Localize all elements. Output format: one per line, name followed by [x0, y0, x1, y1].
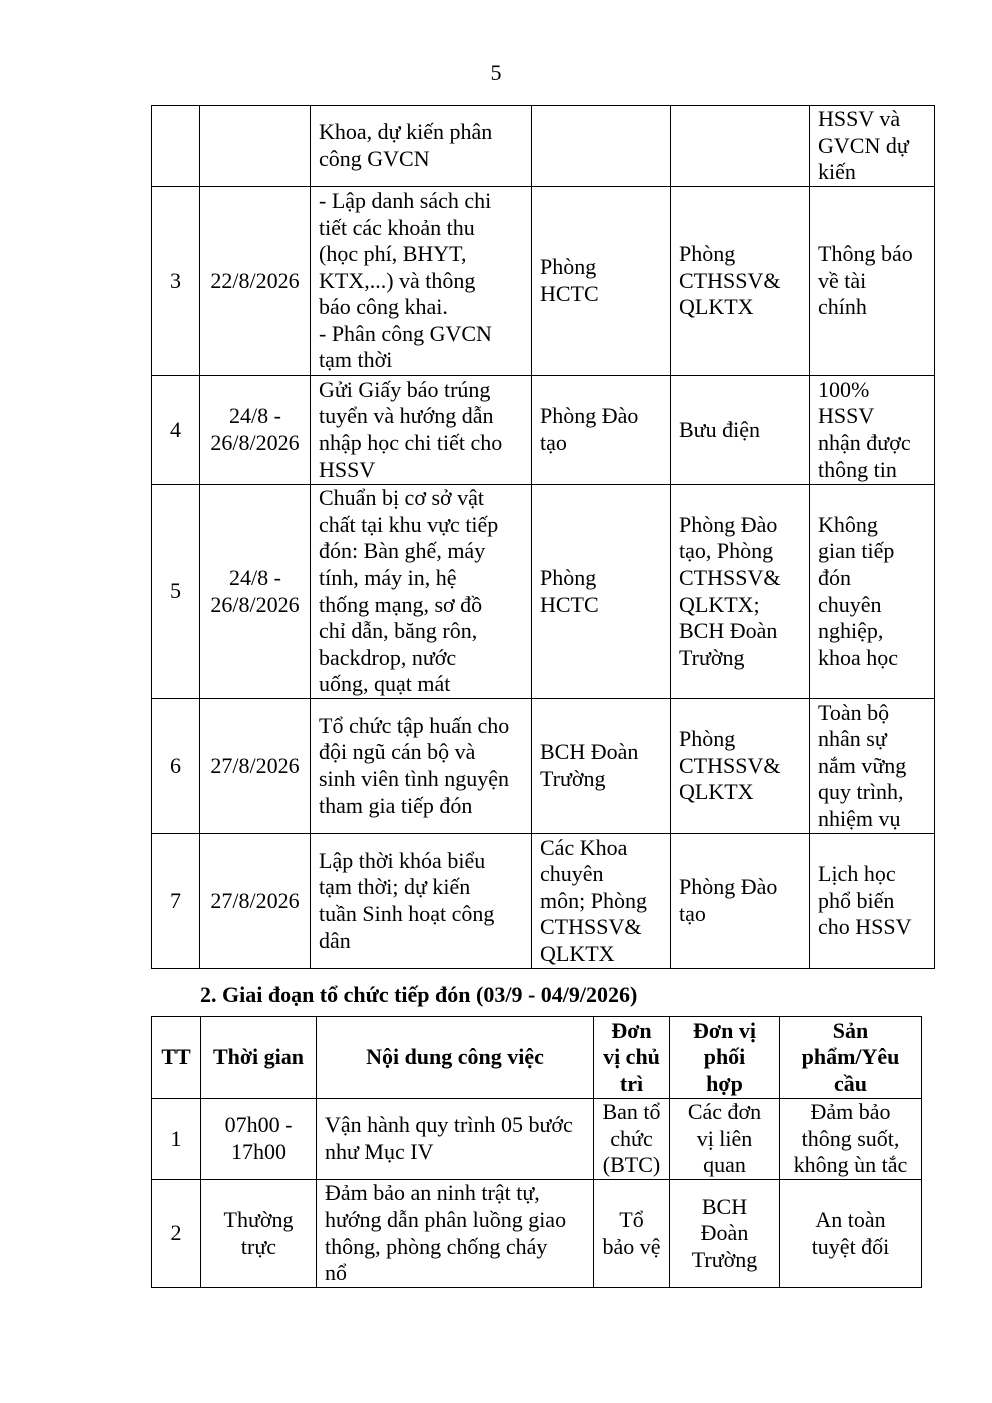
text-line: KTX,...) và thông — [319, 267, 476, 293]
text-line: CTHSSV& — [679, 752, 781, 778]
text-line: HCTC — [540, 281, 599, 306]
task-content-cell — [311, 485, 532, 699]
row-number-cell — [152, 834, 200, 969]
text-line: kiến — [818, 159, 856, 185]
text-line: Phòng — [540, 254, 597, 280]
text-line: Phòng — [540, 564, 597, 590]
text-line: QLKTX; — [679, 591, 760, 617]
text-line: 07h00 - — [224, 1112, 293, 1138]
text-line: CTHSSV& — [679, 564, 781, 590]
text-line: phổ biến — [818, 887, 895, 913]
text-line: nhân sự — [818, 726, 887, 752]
text-line: BCH Đoàn — [540, 739, 639, 765]
row-number: 5 — [170, 578, 181, 604]
header-time — [201, 1017, 317, 1099]
text-line: như Mục IV — [325, 1139, 434, 1164]
row-number-cell — [152, 187, 200, 376]
text-line: Chuẩn bị cơ sở vật — [319, 485, 485, 511]
text-line: tạo — [679, 901, 706, 926]
text-line: nhận được — [818, 430, 911, 455]
product-cell — [810, 106, 935, 187]
table-row — [152, 699, 935, 834]
text-line: sinh viên tình nguyện — [319, 766, 510, 791]
text-line: HSSV và — [818, 106, 901, 132]
table-row — [152, 485, 935, 699]
text-line: nhập học chi tiết cho — [319, 430, 503, 455]
text-line: Nội dung công việc — [366, 1044, 544, 1070]
table-row — [152, 106, 935, 187]
text-line: 26/8/2026 — [210, 430, 300, 455]
text-line: Phòng — [679, 726, 736, 752]
text-line: Toàn bộ — [818, 699, 890, 725]
plan-table-phase1-body — [152, 106, 935, 969]
text-line: tuyển và hướng dẫn — [319, 403, 494, 429]
text-line: về tài — [818, 267, 867, 293]
text-line: đội ngũ cán bộ và — [319, 739, 476, 765]
text-line: bảo vệ — [602, 1233, 661, 1259]
text-line: đón: Bàn ghế, máy — [319, 538, 486, 564]
text-line: Phòng Đào — [540, 403, 639, 429]
text-line: 17h00 — [231, 1139, 286, 1164]
row-number-cell — [152, 376, 200, 485]
row-number: 4 — [170, 416, 181, 442]
text-line: (học phí, BHYT, — [319, 241, 467, 267]
text-line: Đảm bảo an ninh trật tự, — [325, 1180, 540, 1206]
text-line: báo công khai. — [319, 294, 448, 320]
text-line: hợp — [706, 1070, 743, 1096]
time-cell — [200, 699, 311, 834]
text-line: Bưu điện — [679, 416, 760, 442]
text-line: thông, phòng chống cháy — [325, 1233, 548, 1259]
row-number-cell — [152, 699, 200, 834]
lead-unit-cell — [594, 1099, 670, 1180]
text-line: vị liên — [696, 1125, 753, 1151]
text-line: (BTC) — [602, 1152, 661, 1178]
text-line: Trường — [691, 1246, 758, 1272]
time-cell — [200, 376, 311, 485]
text-line: tạo — [540, 430, 567, 455]
text-line: dân — [319, 927, 351, 953]
text-line: HSSV — [818, 403, 875, 429]
row-number: 2 — [170, 1220, 182, 1246]
text-line: Vận hành quy trình 05 bước — [325, 1112, 573, 1138]
task-content-cell — [317, 1099, 594, 1180]
text-line: Tổ — [619, 1206, 644, 1232]
text-line: tuần Sinh hoạt công — [319, 901, 495, 926]
text-line: Các Khoa — [540, 834, 628, 860]
text-line: 27/8/2026 — [210, 887, 300, 913]
partner-unit-cell — [671, 376, 810, 485]
text-line: cầu — [834, 1070, 867, 1096]
text-line: nắm vững — [818, 752, 907, 778]
row-number-cell — [152, 1180, 201, 1288]
text-line: cho HSSV — [818, 914, 912, 940]
plan-table-phase2-body — [152, 1099, 922, 1288]
task-content-cell — [317, 1180, 594, 1288]
text-line: Lịch học — [818, 861, 896, 887]
text-line: nhiệm vụ — [818, 805, 901, 831]
text-line: QLKTX — [679, 294, 754, 320]
row-number-cell — [152, 485, 200, 699]
plan-table-phase1 — [151, 105, 935, 969]
partner-unit-cell — [671, 485, 810, 699]
text-line: Thời gian — [212, 1044, 305, 1070]
partner-unit-cell — [670, 1180, 780, 1288]
text-line: TT — [161, 1044, 191, 1070]
text-line: tạm thời — [319, 347, 393, 373]
text-line: công GVCN — [319, 146, 430, 171]
lead-unit-cell — [532, 485, 671, 699]
text-line: 24/8 - — [229, 403, 281, 429]
time-cell — [200, 485, 311, 699]
row-number-cell — [152, 1099, 201, 1180]
section-heading: 2. Giai đoạn tổ chức tiếp đón (03/9 - 04/9/2026) — [200, 982, 638, 1007]
text-line: CTHSSV& — [679, 267, 781, 293]
text-line: không ùn tắc — [793, 1152, 908, 1178]
text-line: chính — [818, 294, 867, 320]
text-line: đón — [818, 564, 851, 590]
task-content-cell — [311, 376, 532, 485]
lead-unit-cell — [532, 106, 671, 187]
row-number: 1 — [170, 1125, 182, 1151]
text-line: Phòng — [679, 241, 736, 267]
text-line: tạo, Phòng — [679, 538, 774, 564]
table-row — [152, 187, 935, 376]
text-line: Gửi Giấy báo trúng — [319, 376, 491, 402]
table-row — [152, 834, 935, 969]
text-line: - Lập danh sách chi — [319, 187, 492, 213]
header-product — [780, 1017, 922, 1099]
text-line: chất tại khu vực tiếp — [319, 511, 499, 537]
partner-unit-cell — [671, 699, 810, 834]
time-cell — [200, 106, 311, 187]
row-number: 7 — [170, 887, 181, 913]
text-line: Trường — [540, 766, 606, 791]
text-line: nghiệp, — [818, 618, 884, 644]
text-line: phối — [703, 1044, 746, 1070]
table-row — [152, 376, 935, 485]
text-line: tiết các khoản thu — [319, 214, 475, 240]
text-line: Đơn vị — [693, 1017, 756, 1043]
table-row — [152, 1180, 922, 1288]
text-line: Đoàn — [700, 1220, 749, 1246]
text-line: uống, quạt mát — [319, 671, 451, 697]
text-line: BCH — [701, 1193, 748, 1219]
task-content-cell — [311, 187, 532, 376]
product-cell — [810, 834, 935, 969]
text-line: trực — [240, 1233, 277, 1259]
text-line: nổ — [325, 1260, 347, 1286]
task-content-cell — [311, 699, 532, 834]
text-line: chức — [610, 1125, 653, 1151]
row-number: 3 — [170, 267, 181, 293]
text-line: 22/8/2026 — [210, 267, 300, 293]
text-line: backdrop, nước — [319, 644, 457, 670]
text-line: Phòng Đào — [679, 874, 778, 900]
time-cell — [201, 1099, 317, 1180]
text-line: khoa học — [818, 644, 899, 670]
time-cell — [201, 1180, 317, 1288]
header-partner — [670, 1017, 780, 1099]
partner-unit-cell — [671, 187, 810, 376]
text-line: tính, máy in, hệ — [319, 564, 457, 590]
text-line: vị chủ — [603, 1044, 660, 1070]
product-cell — [810, 485, 935, 699]
task-content-cell — [311, 834, 532, 969]
product-cell — [780, 1099, 922, 1180]
text-line: Đơn — [611, 1017, 652, 1043]
text-line: chỉ dẫn, băng rôn, — [319, 618, 478, 644]
header-tt — [152, 1017, 201, 1099]
lead-unit-cell — [594, 1180, 670, 1288]
time-cell — [200, 187, 311, 376]
text-line: Các đơn — [687, 1099, 762, 1125]
text-line: chuyên — [818, 591, 882, 617]
text-line: QLKTX — [540, 940, 615, 966]
text-line: CTHSSV& — [540, 914, 642, 940]
text-line: GVCN dự — [818, 132, 909, 158]
text-line: quan — [703, 1152, 746, 1178]
text-line: Ban tổ — [602, 1099, 661, 1125]
product-cell — [810, 187, 935, 376]
product-cell — [810, 699, 935, 834]
text-line: HSSV — [319, 456, 376, 482]
text-line: Lập thời khóa biểu — [319, 847, 486, 873]
text-line: 24/8 - — [229, 564, 281, 590]
page-number: 5 — [490, 60, 502, 85]
text-line: Thông báo — [818, 241, 913, 267]
text-line: An toàn — [815, 1206, 886, 1232]
row-number-cell — [152, 106, 200, 187]
header-lead — [594, 1017, 670, 1099]
product-cell — [810, 376, 935, 485]
text-line: HCTC — [540, 591, 599, 617]
partner-unit-cell — [670, 1099, 780, 1180]
text-line: hướng dẫn phân luồng giao — [325, 1206, 567, 1232]
task-content-cell — [311, 106, 532, 187]
partner-unit-cell — [671, 834, 810, 969]
text-line: Khoa, dự kiến phân — [319, 119, 493, 145]
text-line: thông tin — [818, 456, 897, 482]
partner-unit-cell — [671, 106, 810, 187]
text-line: Sản — [832, 1017, 869, 1043]
header-content — [317, 1017, 594, 1099]
text-line: quy trình, — [818, 779, 904, 805]
text-line: Tổ chức tập huấn cho — [319, 712, 510, 738]
text-line: Không — [818, 511, 878, 537]
text-line: tuyệt đối — [811, 1233, 890, 1259]
text-line: tạm thời; dự kiến — [319, 874, 471, 900]
text-line: thống mạng, sơ đồ — [319, 591, 483, 617]
text-line: - Phân công GVCN — [319, 320, 492, 346]
header-row — [152, 1017, 922, 1099]
plan-table-phase2-header — [152, 1017, 922, 1099]
text-line: chuyên — [540, 861, 604, 887]
lead-unit-cell — [532, 376, 671, 485]
text-line: BCH Đoàn — [679, 618, 778, 644]
table-row — [152, 1099, 922, 1180]
text-line: 27/8/2026 — [210, 752, 300, 778]
lead-unit-cell — [532, 187, 671, 376]
text-line: Thường — [223, 1206, 294, 1232]
text-line: 26/8/2026 — [210, 591, 300, 617]
text-line: gian tiếp — [818, 538, 895, 564]
plan-table-phase2 — [151, 1016, 922, 1288]
text-line: tham gia tiếp đón — [319, 792, 473, 818]
text-line: Trường — [679, 644, 745, 670]
lead-unit-cell — [532, 834, 671, 969]
text-line: trì — [619, 1070, 644, 1096]
text-line: thông suốt, — [801, 1125, 900, 1151]
text-line: phẩm/Yêu — [801, 1044, 900, 1070]
lead-unit-cell — [532, 699, 671, 834]
row-number: 6 — [170, 752, 181, 778]
text-line: Đảm bảo — [810, 1099, 891, 1125]
text-line: 100% — [818, 376, 870, 402]
text-line: Phòng Đào — [679, 511, 778, 537]
text-line: môn; Phòng — [540, 887, 647, 913]
time-cell — [200, 834, 311, 969]
text-line: QLKTX — [679, 779, 754, 805]
product-cell — [780, 1180, 922, 1288]
